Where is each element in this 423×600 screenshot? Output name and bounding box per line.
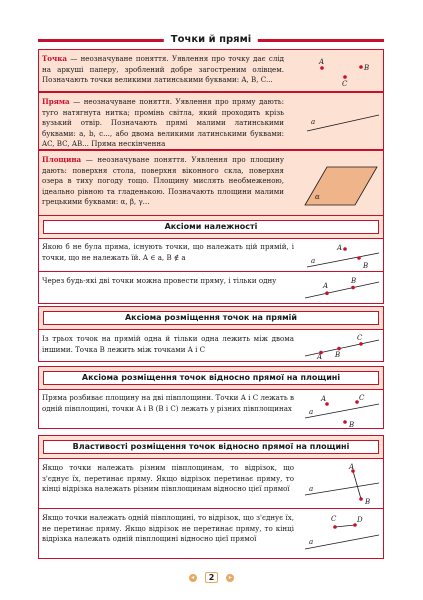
svg-text:a: a [309, 538, 314, 546]
page-header [38, 33, 384, 46]
section-between-title: Аксіома розміщення точок на прямій [43, 311, 379, 325]
between-figure [301, 332, 381, 360]
incidence-figure-1 [301, 241, 381, 271]
svg-text:C: C [342, 80, 348, 88]
definition-point-text: Точка — неозначуване поняття. Уявлення про точку дає слід на аркуші паперу, зроблений добре загостреним олівцем. Позначають точки великими латинськими буквами: A, B, C... [42, 54, 284, 85]
svg-text:A: A [323, 282, 329, 290]
svg-text:a: a [309, 408, 314, 416]
section-properties [38, 435, 384, 559]
svg-text:D: D [357, 516, 363, 524]
next-page-icon[interactable]: ▸ [226, 574, 234, 582]
svg-text:B: B [364, 64, 370, 72]
svg-text:A: A [321, 395, 327, 403]
incidence-item-2 [39, 272, 383, 303]
svg-text:B: B [351, 277, 357, 285]
section-properties-title: Властивості розміщення точок відносно прямої на площині [43, 440, 379, 454]
incidence-figure-2 [301, 274, 381, 302]
definition-line-text: Пряма — неозначуване поняття. Уявлення про пряму дають: туго натягнута нитка; промінь світла, який проходить крізь вузький отвір. Позначають прямі малими латинськими буквами: a, b, c..., або двома великими латинськими буквами: AC, BC, AB... Пряма нескінченна [42, 97, 284, 149]
between-item [39, 329, 383, 361]
svg-text:C: C [357, 334, 363, 342]
properties-figure-2 [301, 511, 381, 555]
svg-text:A: A [317, 353, 323, 360]
properties-item-2-text: Якщо точки належать одній півплощині, то відрізок, що з'єднує їх, не перетинає пряму. Якщо відрізок не перетинає пряму, то кінці відрізка належать одній півплощині відносно цієї прямої [42, 513, 294, 544]
section-incidence-title: Аксіоми належності [43, 220, 379, 234]
properties-item-2 [39, 509, 383, 558]
properties-item-1-text: Якщо точки належать різним півплощинам, то відрізок, що з'єднує їх, перетинає пряму. Якщо відрізок перетинає пряму, то кінці відрізка належать різним півплощинам відносно цієї прямої [42, 463, 294, 494]
half-planes-figure [301, 392, 381, 428]
definition-plane [38, 150, 384, 222]
svg-text:A: A [349, 463, 355, 471]
term-plane: Площина [42, 155, 82, 164]
properties-item-1 [39, 458, 383, 509]
svg-text:a: a [311, 257, 316, 265]
section-between [38, 306, 384, 362]
half-planes-item-text: Пряма розбиває площину на дві півплощини. Точки A і C лежать в одній півплощині, точки A і B (B і C) лежать у різних півплощинах [42, 393, 294, 413]
svg-text:a: a [309, 485, 314, 493]
line-figure [301, 107, 381, 135]
svg-text:B: B [349, 421, 355, 428]
page-footer [0, 567, 423, 586]
definition-plane-text: Площина — неозначуване поняття. Уявлення про площину дають: поверхня стола, поверхня віконного скла, поверхня озера в тиху погоду тощо. Площину мислять необмеженою, ідеально рівною та гладенькою. Позначають площини малими грецькими буквами: α, β, γ... [42, 155, 284, 207]
page-number: 2 [205, 572, 219, 583]
half-planes-item [39, 389, 383, 428]
plane-figure [301, 161, 381, 211]
definition-point [38, 49, 384, 92]
incidence-item-1-text: Якою б не була пряма, існують точки, що належать цій прямій, і точки, що не належать їй. A ∈ a, B ∉ a [42, 242, 294, 262]
svg-text:A: A [319, 58, 325, 66]
points-figure [309, 54, 379, 90]
section-half-planes-title: Аксіома розміщення точок відносно прямої на площині [43, 371, 379, 385]
incidence-item-2-text: Через будь-які дві точки можна провести пряму, і тільки одну [42, 276, 277, 285]
section-half-planes [38, 366, 384, 429]
definition-line [38, 92, 384, 150]
section-incidence [38, 215, 384, 304]
svg-text:C: C [331, 515, 337, 523]
properties-figure-1 [301, 461, 381, 509]
term-line: Пряма [42, 97, 70, 106]
svg-text:C: C [359, 394, 365, 402]
svg-text:B: B [335, 351, 341, 359]
svg-text:a: a [311, 118, 316, 126]
svg-text:B: B [363, 262, 369, 270]
incidence-item-1 [39, 238, 383, 272]
term-point: Точка [42, 54, 67, 63]
page-title: Точки й прямі [164, 33, 258, 46]
prev-page-icon[interactable]: ◂ [189, 574, 197, 582]
svg-text:B: B [365, 498, 371, 506]
svg-text:A: A [337, 244, 343, 252]
svg-text:α: α [315, 193, 320, 201]
between-item-text: Із трьох точок на прямій одна й тільки одна лежить між двома іншими. Точка B лежить між точками A і C [42, 334, 294, 354]
